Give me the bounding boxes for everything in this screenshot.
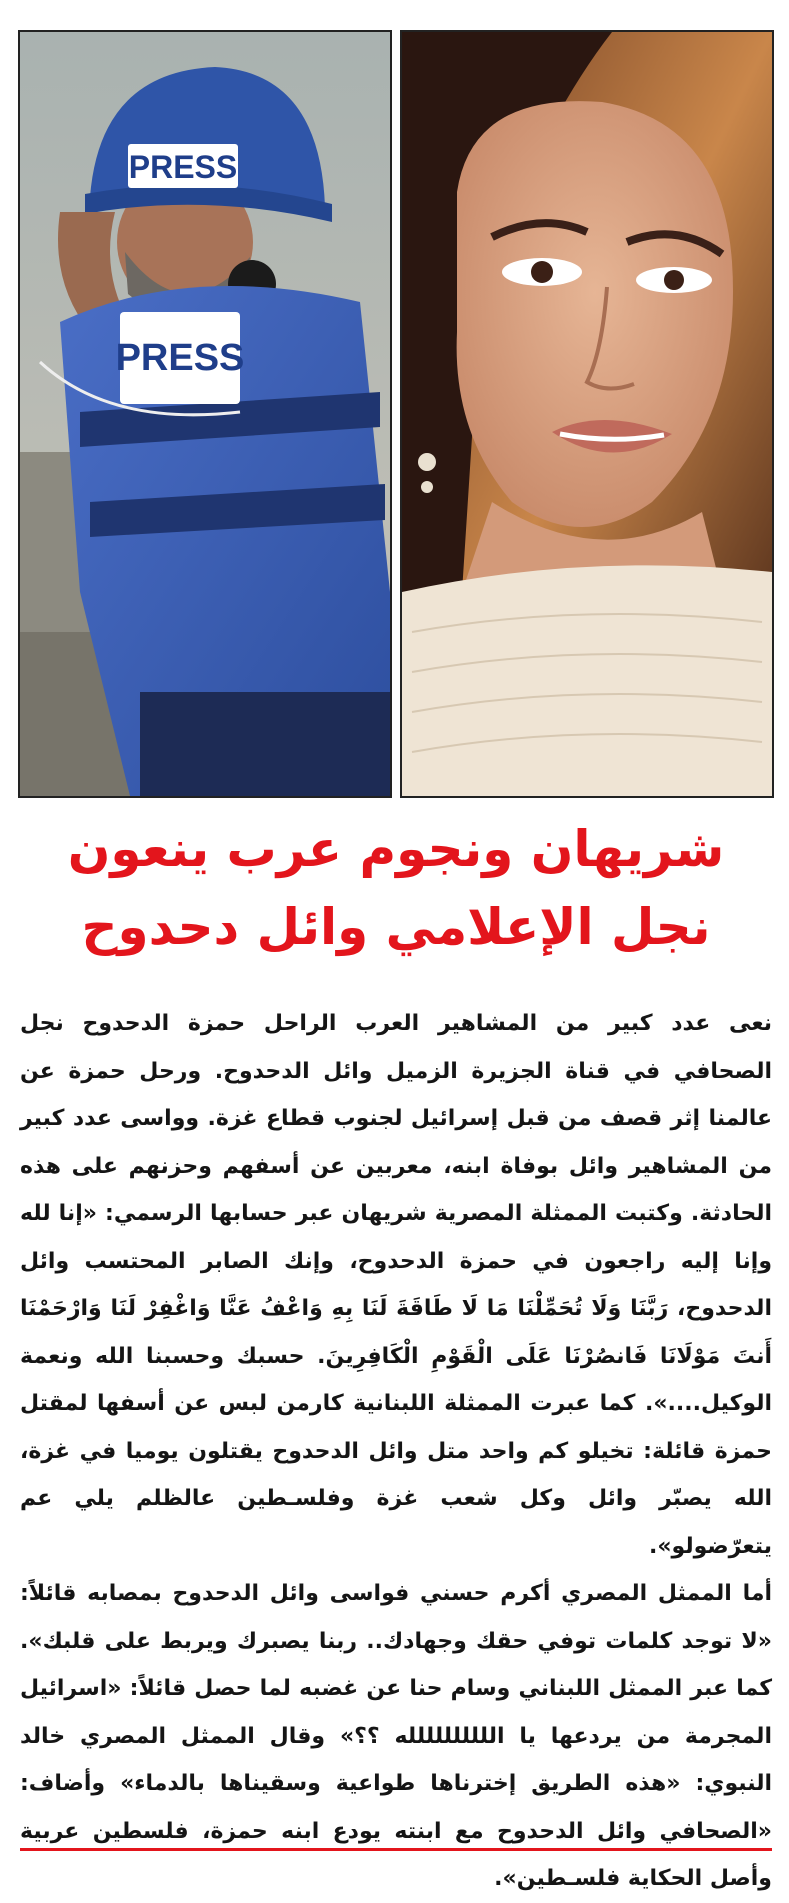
article-paragraph-1: نعى عدد كبير من المشاهير العرب الراحل حمزة الدحدوح نجل الصحافي في قناة الجزيرة الزميل وائل الدحدوح. ورحل حمزة عن عالمنا إثر قصف من قبل إسرائيل لجنوب قطاع غزة. وواسى عدد كبير من المشاهير وائل بوفاة ابنه، معربين عن أسفهم وحزنهم على هذه الحادثة. وكتبت الممثلة المصرية شريهان عبر حسابها الرسمي: «إنا لله وإنا إليه راجعون في حمزة الدحدوح، وإنك الصابر المحتسب وائل الدحدوح، رَبَّنَا وَلَا تُحَمِّلْنَا مَا لَا طَاقَةَ لَنَا بِهِ وَاعْفُ عَنَّا وَاغْفِرْ لَنَا وَارْحَمْنَا أَنتَ مَوْلَانَا فَانصُرْنَا عَلَى الْقَوْمِ الْكَافِرِينَ. حسبك وحسبنا الله ونعمة الوكيل....». كما عبرت الممثلة اللبنانية كارمن لبس عن أسفها لمقتل حمزة قائلة: تخيلو كم واحد متل وائل الدحدوح يقتلون يوميا في غزة، الله يصبّر وائل وكل شعب غزة وفلسـطين عالظلم يلي عم يتعرّضولو».: [20, 1011, 772, 1559]
helmet-press-text: PRESS: [128, 149, 238, 185]
vest-press-text: PRESS: [115, 337, 245, 379]
bottom-rule: [20, 1848, 772, 1851]
headline-line-2: نجل الإعلامي وائل دحدوح: [81, 898, 711, 956]
actress-photo: [400, 30, 774, 798]
photo-row: [18, 30, 774, 798]
article-body: [20, 1000, 772, 1903]
journalist-photo: [18, 30, 392, 798]
headline: [18, 810, 774, 966]
article-paragraph-2: أما الممثل المصري أكرم حسني فواسى وائل الدحدوح بمصابه قائلاً: «لا توجد كلمات توفي حقك وجهادك.. ربنا يصبرك ويربط على قلبك». كما عبر الممثل اللبناني وسام حنا عن غضبه لما حصل قائلاً: «اسرائيل المجرمة من يردعها يا الللللللللله ؟؟» وقال الممثل المصري خالد النبوي: «هذه الطريق إخترناها طواعية وسقيناها بالدماء» وأضاف: «الصحافي وائل الدحدوح مع ابنته يودع ابنه حمزة، فلسطين عربية وأصل الحكاية فلسـطين».: [20, 1581, 772, 1891]
actress-image: [402, 32, 772, 796]
headline-line-1: شريهان ونجوم عرب ينعون: [67, 820, 725, 878]
journalist-image: [20, 32, 390, 796]
